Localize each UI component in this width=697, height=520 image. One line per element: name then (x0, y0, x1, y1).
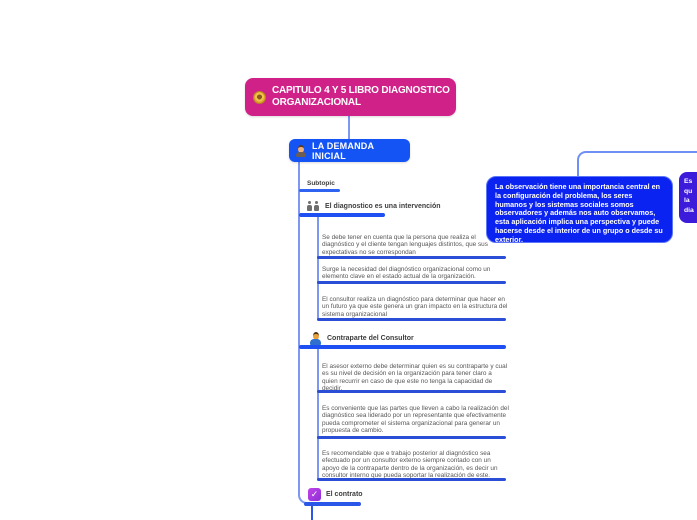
root-topic-node[interactable] (245, 78, 456, 116)
subtopic-underline (299, 189, 340, 192)
medal-icon (253, 91, 266, 104)
paragraph-underline (317, 436, 506, 439)
clipped-note-line: Es (684, 178, 693, 185)
contraparte-node[interactable] (309, 332, 414, 345)
diagnostico-label: El diagnostico es una intervención (325, 202, 441, 210)
demanda-inicial-node[interactable] (289, 139, 410, 162)
contrato-underline (304, 502, 361, 506)
demanda-inicial-label: LA DEMANDA INICIAL (312, 140, 374, 161)
connector-root-to-demanda (348, 116, 350, 139)
note-paragraph[interactable]: Se debe tener en cuenta que la persona que realiza el diagnóstico y el cliente tengan lenguajes distintos, que sus expectativas no se correspondan (322, 234, 488, 256)
note-paragraph[interactable]: Es recomendable que e trabajo posterior al diagnóstico sea efectuado por un consultor externo siempre contado con un apoyo de la contraparte dentro de la organización, es decir un consultor interno que pueda soportar la realización de este. (322, 450, 498, 480)
note-paragraph[interactable]: El consultor realiza un diagnóstico para determinar que hacer en un futuro ya que este genera un gran impacto en la estructura del sistema organizacional (322, 296, 508, 318)
contrato-subtrunk-line (311, 505, 313, 520)
checked-checkbox-icon: ✓ (308, 488, 321, 501)
contraparte-label: Contraparte del Consultor (327, 335, 414, 342)
clipped-note-line: qu (684, 187, 693, 195)
contraparte-subtrunk-line (317, 348, 319, 480)
office-worker-icon (309, 332, 322, 345)
note-paragraph[interactable]: Surge la necesidad del diagnóstico organizacional como un elemento clave en el estado actual de la organización. (322, 266, 491, 281)
paragraph-underline (317, 281, 506, 284)
note-paragraph[interactable]: Es conveniente que las partes que lleven a cabo la realización del diagnóstico sea liderado por un representante que efectivamente pueda comprometer el sistema organizacional para generar un propuesta de cambio. (322, 405, 509, 435)
clipped-note-box[interactable] (679, 172, 697, 223)
diagnostico-subtrunk-line (317, 215, 319, 320)
branch-trunk-line (298, 161, 300, 494)
diagnostico-underline (299, 213, 385, 217)
note-connector-corner (577, 151, 589, 177)
paragraph-underline (317, 256, 506, 259)
paragraph-underline (317, 318, 506, 321)
two-people-icon (307, 201, 320, 211)
note-connector-line (588, 151, 697, 153)
person-icon (295, 145, 307, 157)
note-paragraph[interactable]: El asesor externo debe determinar quien es su contraparte y cual es su nivel de decisión en la organización para tener claro a quien recurrir en caso de que este no tenga la capacidad de decidir. (322, 363, 508, 393)
subtopic-node[interactable]: Subtopic (307, 180, 335, 187)
clipped-note-line: dia (684, 206, 694, 214)
root-topic-label: CAPITULO 4 Y 5 LIBRO DIAGNOSTICO ORGANIZACIONAL (272, 85, 450, 108)
clipped-note-line: la (684, 197, 690, 205)
observation-note-box[interactable]: La observación tiene una importancia central en la configuración del problema, los seres humanos y los sistemas sociales somos observadores y además nos auto observamos, esta aplicación implica una perspectiva y puede hacerse desde el interior de un grupo o desde su exterior. (486, 176, 673, 243)
diagnostico-node[interactable] (307, 201, 441, 211)
contrato-label: El contrato (326, 491, 363, 498)
contrato-node[interactable] (308, 488, 363, 501)
contraparte-underline (299, 345, 506, 349)
